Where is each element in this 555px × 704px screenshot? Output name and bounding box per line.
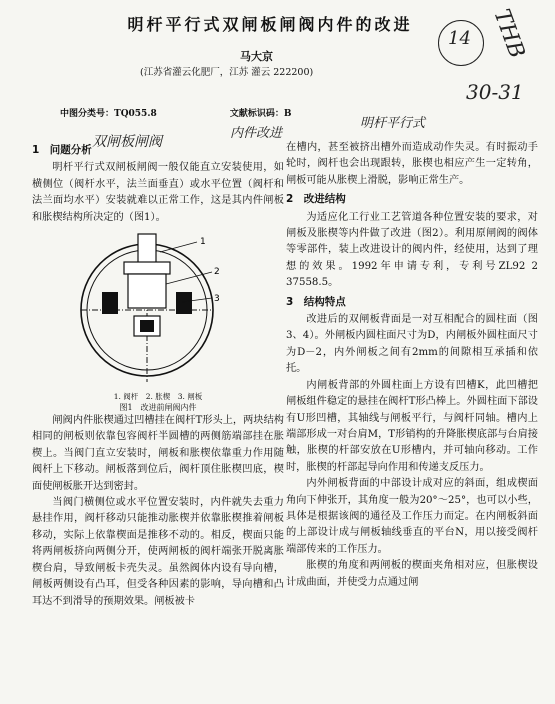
- section-heading-1: 1 问题分析: [32, 144, 92, 156]
- author-affiliation: (江苏省灌云化肥厂，江苏 灌云 222200): [140, 67, 314, 78]
- paragraph: 闸阀内件胀楔通过凹槽挂在阀杆T形头上，两块结构相同的闸板则依靠包容阀杆半圆槽的两侧筋端部挂在胀楔上。当阀门直立安装时，闸板和胀楔依靠重力作用随阀杆上下移动。闸板落到位后，阀杆顶住胀楔凹底，楔面使闸板胀开达到密封。: [32, 415, 284, 492]
- paragraph: 为适应化工行业工艺管道各种位置安装的要求，对闸板及胀楔等内件做了改进（图2）。利用原闸阀的阀体等零部件，装上改进设计的阀内件，经使用，达到了理想的效果。1992年申请专利，专利号ZL92 2 37558.5。: [286, 211, 538, 289]
- handwritten-note-2: 内件改进: [230, 126, 283, 141]
- left-column: [32, 140, 284, 610]
- paragraph: 在槽内，甚至被挤出槽外而造成动作失灵。有时振动手轮时，阀杆也会出现跟转，胀楔也相应产生一定转角，闸板可能从胀楔上滑脱，影响正常生产。: [286, 142, 538, 186]
- classification-number: 中图分类号：TQ055.8: [60, 109, 157, 119]
- handwritten-corner-mark: THB: [488, 6, 530, 62]
- figure-legend: 1. 阀杆 2. 胀楔 3. 闸板: [113, 392, 203, 402]
- callout-1: 1: [200, 237, 206, 248]
- handwritten-note-1: 双闸板闸阀: [92, 134, 162, 150]
- section-heading-2: 2 改进结构: [286, 193, 346, 206]
- paragraph: 内外闸板背面的中部设计成对应的斜面，组成楔面角向下伸张开，其角度一般为20°～25°，也可以小些，具体是根据该阀的通径及工作压力而定。在内闸板斜面的上部设计成与闸板轴线垂直的平台N，用以接受阀杆端部传来的工作压力。: [286, 478, 538, 555]
- article-title: 明杆平行式双闸板闸阀内件的改进: [127, 15, 413, 34]
- right-column: [286, 140, 538, 591]
- handwritten-note-3: 明杆平行式: [360, 116, 426, 131]
- document-code: 文献标识码：B: [229, 109, 292, 119]
- paragraph: 当阀门横侧位或水平位置安装时，内件就失去重力悬挂作用，阀杆移动只能推动胀楔并依靠胀楔推着闸板移动，实际上依靠楔面是推移不动的。相反，楔面只能将两闸板挤向两侧分开，使两闸板的阀杆端张开脱离胀楔台肩，导致闸板卡壳失灵。虽然阀体内设有导向槽，闸板两侧设有凸耳，但受各种因素的影响，导向槽和凸耳达不到滑导的预期效果。闸板被卡: [32, 497, 284, 607]
- classification-line: [60, 106, 361, 119]
- paragraph: 内闸板背部的外圆柱面上方设有凹槽K，此凹槽把闸板组件稳定的悬挂在阀杆T形凸棒上。外圆柱面下部设有U形凹槽，其轴线与闸板平行，与阀杆同轴。槽内上端部形成一对台肩M，T形销构的升降胀楔底部与台肩接触，胀楔的杆部安放在U形槽内，并可轴向移动。工作时，胀楔的杆部起导向作用和传递支反压力。: [286, 379, 538, 473]
- paragraph: 胀楔的角度和两闸板的楔面夹角相对应，但胀楔设计成曲面，并使受力点通过闸: [286, 560, 538, 588]
- callout-2: 2: [214, 267, 220, 278]
- figure-caption: 图1 改进前闸阀内件: [119, 403, 197, 413]
- handwritten-number: 14: [448, 28, 471, 49]
- section-heading-3: 3 结构特点: [286, 295, 346, 308]
- paragraph: 改进后的双闸板背面是一对互相配合的圆柱面（图3、4）。外闸板内圆柱面尺寸为D，内闸板外圆柱面尺寸为D－2，内外闸板之间有2mm的间隙相互承插和依托。: [286, 314, 538, 375]
- handwritten-page-ref: 30-31: [466, 80, 524, 104]
- valve-diagram: [62, 232, 252, 382]
- callout-3: 3: [214, 294, 220, 305]
- paragraph: 明杆平行式双闸板闸阀一般仅能直立安装使用，如横侧位（阀杆水平，法兰面垂直）或水平位置（阀杆和法兰面均水平）安装就难以正常工作，这是其内件闸板和胀楔结构所决定的（图1）。: [32, 162, 284, 223]
- figure-1: [32, 232, 284, 390]
- author-name: 马大京: [240, 50, 273, 63]
